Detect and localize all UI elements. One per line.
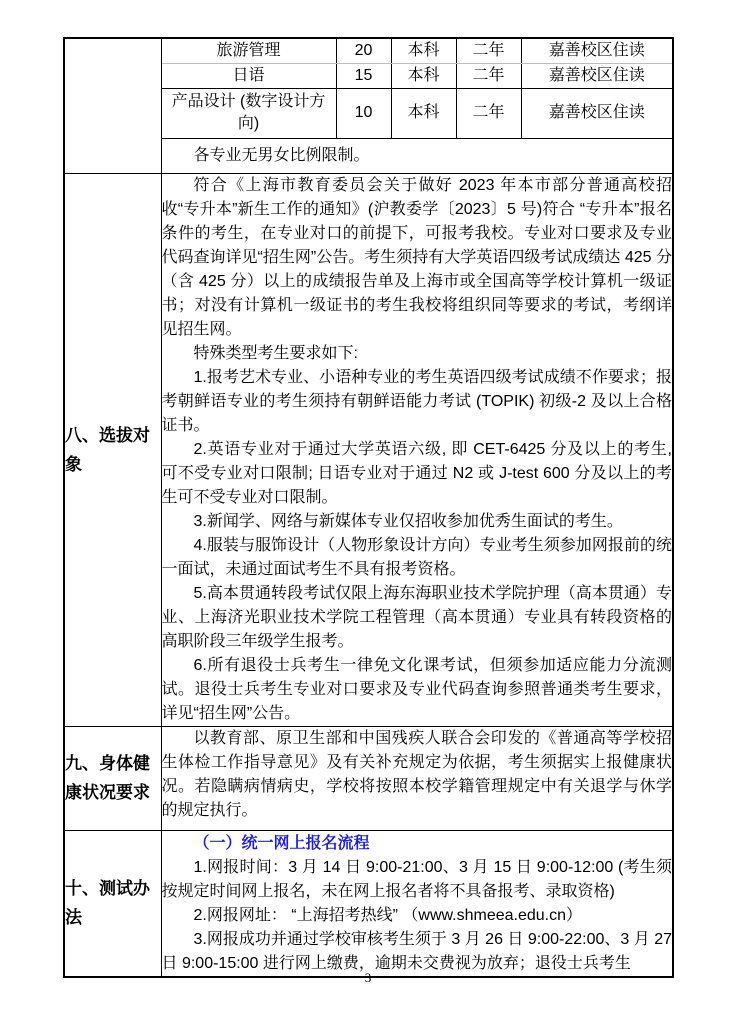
section-row-test-method [64,830,673,977]
paragraph: 1.报考艺术专业、小语种专业的考生英语四级考试成绩不作要求；报考朝鲜语专业的考生须持有朝鲜语能力考试 (TOPIK) 初级-2 及以上合格证书。 [161,368,672,434]
campus-cell: 嘉善校区住读 [521,88,673,138]
section-content [161,830,673,977]
duration-cell: 二年 [456,63,521,88]
paragraph: 6.所有退役士兵考生一律免文化课考试，但须参加适应能力分流测试。退役士兵考生专业对口要求及专业代码查询参照普通类考生要求，详见“招生网”公告。 [161,656,672,722]
paragraph: 以教育部、原卫生部和中国残疾人联合会印发的《普通高等学校招生体检工作指导意见》及有关补充规定为依据，考生须据实上报健康状况。若隐瞒病情病史，学校将按照本校学籍管理规定中有关退学与休学的规定执行。 [161,729,672,819]
level-cell: 本科 [391,88,456,138]
major-cell: 产品设计 (数字设计方向) [161,88,336,138]
level-cell: 本科 [391,63,456,88]
section-label: 九、身体健康状况要求 [64,726,161,830]
paragraph: 4.服装与服饰设计（人物形象设计方向）专业考生须参加网报前的统一面试，未通过面试考生不具有报考资格。 [161,536,672,578]
section-label: 八、选拔对象 [64,173,161,726]
subsection-heading: （一）统一网上报名流程 [193,834,370,852]
section-row-selection [64,173,673,726]
section-content [161,726,673,830]
section-label: 十、测试办法 [64,830,161,977]
paragraph: 1.网报时间：3 月 14 日 9:00-21:00、3 月 15 日 9:00-12:00 (考生须按规定时间网上报名，未在网上报名者将不具备报考、录取资格) [161,858,672,900]
paragraph: 3.新闻学、网络与新媒体专业仅招收参加优秀生面试的考生。 [193,512,623,530]
section-row-health [64,726,673,830]
table-note: 各专业无男女比例限制。 [193,146,370,164]
table-row [64,38,673,63]
section-content [161,173,673,726]
admissions-table [63,37,674,978]
major-cell: 旅游管理 [161,38,336,63]
duration-cell: 二年 [456,38,521,63]
quota-cell: 20 [336,38,391,63]
duration-cell: 二年 [456,88,521,138]
paragraph: 2.网报网址： “上海招考热线” （www.shmeea.edu.cn） [193,906,583,924]
paragraph: 3.网报成功并通过学校审核考生须于 3 月 26 日 9:00-22:00、3 月 27 日 9:00-15:00 进行网上缴费，逾期未交费视为放弃；退役士兵考生 [161,930,672,972]
note-cell [161,138,673,173]
paragraph: 特殊类型考生要求如下: [193,344,358,362]
campus-cell: 嘉善校区住读 [521,38,673,63]
quota-cell: 15 [336,63,391,88]
paragraph: 5.高本贯通转段考试仅限上海东海职业技术学院护理（高本贯通）专业、上海济光职业技术学院工程管理（高本贯通）专业具有转段资格的高职阶段三年级学生报考。 [161,584,672,650]
paragraph: 符合《上海市教育委员会关于做好 2023 年本市部分普通高校招收“专升本”新生工作的通知》(沪教委学〔2023〕5 号)符合 “专升本”报名条件的考生，在专业对口的前提下，可报考我校。专业对口要求及专业代码查询详见“招生网”公告。考生须持有大学英语四级考试成绩达 425 分（含 425 分）以上的成绩报告单及上海市或全国高等学校计算机一级证书；对没有计算机一级证书的考生我校将组织同等要求的考试，考纲详见招生网。 [161,176,672,338]
paragraph: 2.英语专业对于通过大学英语六级, 即 CET-6425 分及以上的考生, 可不受专业对口限制; 日语专业对于通过 N2 或 J-test 600 分及以上的考生可不受专业对口限制。 [161,440,672,506]
major-cell: 日语 [161,63,336,88]
quota-cell: 10 [336,88,391,138]
page-number: 3 [364,970,372,985]
campus-cell: 嘉善校区住读 [521,63,673,88]
level-cell: 本科 [391,38,456,63]
empty-label-cell [64,38,161,173]
